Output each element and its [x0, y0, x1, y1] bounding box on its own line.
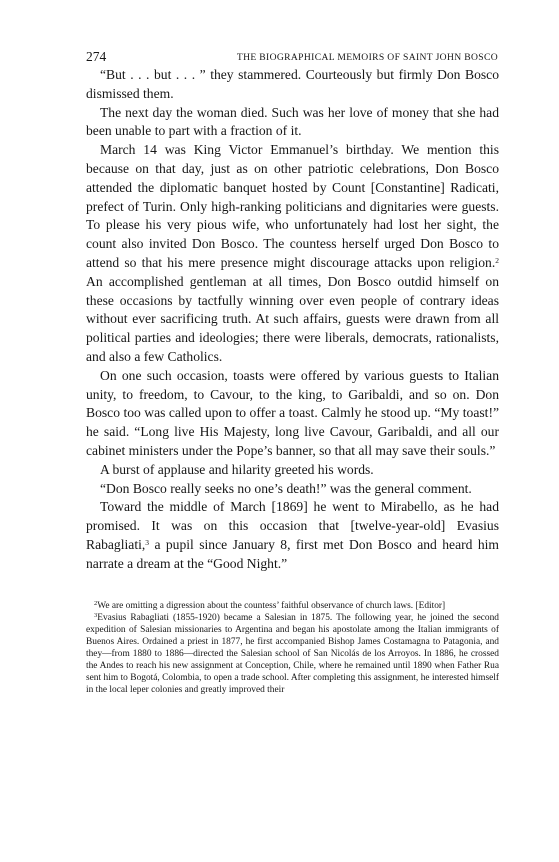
footnote-marker: 3: [94, 612, 98, 620]
paragraph: [86, 141, 499, 367]
paragraph-text: a pupil since January 8, first met Don Bosco and heard him narrate a dream at the “Good Night.”: [86, 536, 499, 571]
paragraph-text: March 14 was King Victor Emmanuel’s birthday. We mention this because on that day, just as on other patriotic celebrations, Don Bosco attended the diplomatic banquet hosted by Count [Constantine] Radicati, prefect of Turin. Only high-ranking politicians and dignitaries were guests. To please his very pious wife, who unfortunately had lost her sight, the count also invited Don Bosco. The countess herself urged Don Bosco to attend so that his mere presence might discourage attacks upon religion.: [86, 142, 499, 270]
paragraph: “Don Bosco really seeks no one’s death!” was the general comment.: [100, 480, 472, 496]
footnote-marker: 2: [94, 600, 98, 607]
paragraph: A burst of applause and hilarity greeted his words.: [100, 461, 374, 477]
footnote: [86, 612, 499, 696]
paragraph-text: An accomplished gentleman at all times, Don Bosco outdid himself on these occasions by tactfully winning over even people of contrary ideas without ever sacrificing truth. At such affairs, guests were drawn from all political parties and ideologies; there were liberals, democrats, rationalists, and also a few Catholics.: [86, 273, 499, 364]
footnote-reference: 2: [495, 255, 499, 265]
footnotes: [86, 600, 499, 696]
paragraph: The next day the woman died. Such was her love of money that she had been unable to part with a fraction of it.: [86, 104, 499, 139]
page-header: [86, 49, 498, 65]
running-title: THE BIOGRAPHICAL MEMOIRS OF SAINT JOHN BOSCO: [236, 52, 498, 63]
body-text: [86, 66, 499, 574]
paragraph-text: Toward the middle of March [1869] he went to Mirabello, as he had promised. It was on this occasion that [twelve-year-old] Evasius Rabagliati,: [86, 499, 499, 552]
footnote: [86, 600, 499, 612]
footnote-text: Evasius Rabagliati (1855-1920) became a Salesian in 1875. The following year, he joined the second expedition of Salesian missionaries to Argentina and began his apostolate among the Italian immigrants of Buenos Aires. Ordained a priest in 1877, he first accompanied Bishop James Costamagna to Patagonia, and they—from 1880 to 1886—directed the Salesian school of San Nicolás de los Arroyos. In 1886, he crossed the Andes to reach his new assignment at Conception, Chile, where he remained until 1890 when Father Rua sent him to Bogotá, Colombia, to open a trade school. After completing this assignment, he interested himself in the local leper colonies and greatly improved their: [86, 613, 499, 696]
paragraph: On one such occasion, toasts were offered by various guests to Italian unity, to freedom, to Cavour, to the king, to Garibaldi, and so on. Don Bosco too was called upon to offer a toast. Calmly he stood up. “My toast!” he said. “Long live His Majesty, long live Cavour, Garibaldi, and all our cabinet ministers under the Pope’s banner, so that all may save their souls.”: [86, 367, 499, 458]
footnote-reference: 3: [145, 537, 150, 547]
paragraph: “But . . . but . . . ” they stammered. Courteously but firmly Don Bosco dismissed them.: [86, 67, 499, 101]
page-number: 274: [86, 49, 107, 64]
paragraph: [86, 498, 499, 573]
footnote-text: We are omitting a digression about the countess’ faithful observance of church laws. [Editor]: [97, 601, 446, 611]
